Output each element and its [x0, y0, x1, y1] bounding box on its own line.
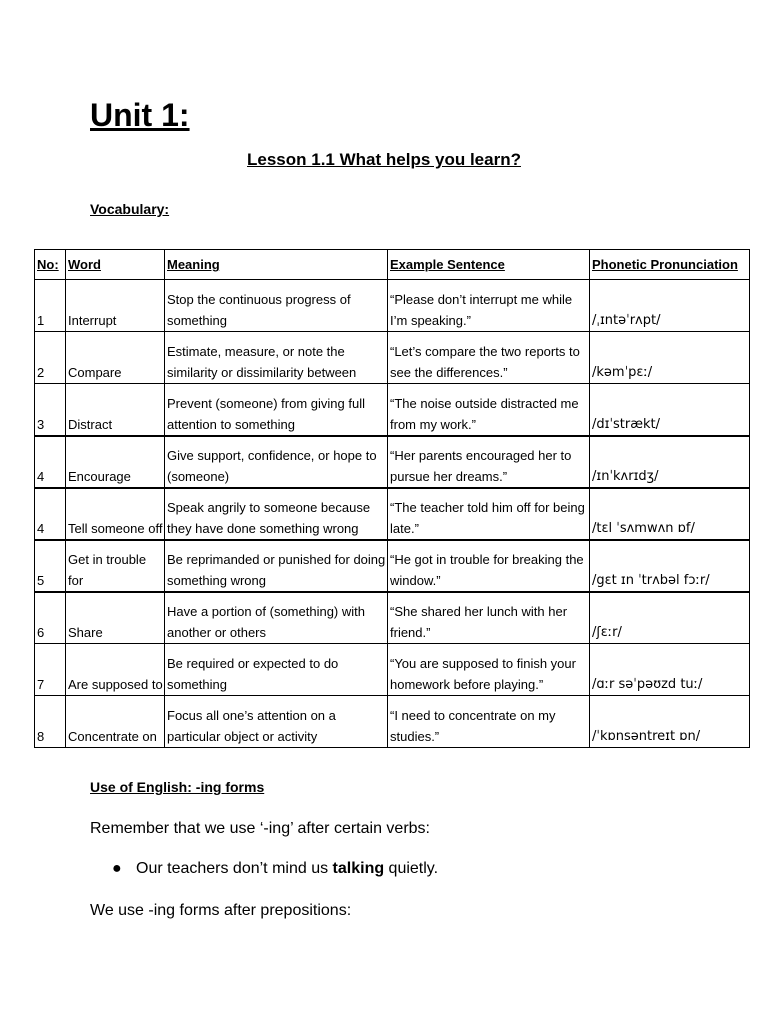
row-meaning: Stop the continuous progress of something: [165, 280, 388, 332]
intro-paragraph: Remember that we use ‘-ing’ after certain verbs:: [90, 820, 430, 837]
bullet-text-bold: talking: [332, 860, 385, 877]
row-example: “She shared her lunch with her friend.”: [388, 592, 590, 644]
row-meaning: Estimate, measure, or note the similarity or dissimilarity between: [165, 332, 388, 384]
table-row: [35, 696, 750, 748]
row-phonetic: /dɪˈstrækt/: [590, 384, 750, 436]
table-row: [35, 488, 750, 540]
row-phonetic: /ʃɛːr/: [590, 592, 750, 644]
header-meaning: Meaning: [165, 250, 388, 280]
row-meaning: Prevent (someone) from giving full attention to something: [165, 384, 388, 436]
row-number: 3: [35, 384, 66, 436]
row-word: Share: [66, 592, 165, 644]
row-number: 7: [35, 644, 66, 696]
table-row: [35, 384, 750, 436]
row-phonetic: /kəmˈpɛː/: [590, 332, 750, 384]
unit-title: Unit 1:: [90, 97, 190, 133]
row-word: Distract: [66, 384, 165, 436]
bullet-dot-icon: ●: [112, 860, 122, 877]
table-row: [35, 436, 750, 488]
vocabulary-table: [34, 249, 750, 748]
header-no: No:: [35, 250, 66, 280]
row-number: 1: [35, 280, 66, 332]
row-phonetic: /gɛt ɪn ˈtrʌbəl fɔːr/: [590, 540, 750, 592]
row-phonetic: /ɪnˈkʌrɪdʒ/: [590, 436, 750, 488]
row-number: 6: [35, 592, 66, 644]
row-number: 2: [35, 332, 66, 384]
row-meaning: Give support, confidence, or hope to (someone): [165, 436, 388, 488]
example-bullet: [112, 860, 438, 878]
row-word: Get in trouble for: [66, 540, 165, 592]
row-phonetic: /ɑːr səˈpəʊzd tuː/: [590, 644, 750, 696]
bullet-text-after: quietly.: [384, 860, 439, 877]
row-phonetic: /tɛl ˈsʌmwʌn ɒf/: [590, 488, 750, 540]
row-meaning: Speak angrily to someone because they have done something wrong: [165, 488, 388, 540]
header-phonetic-pronunciation: Phonetic Pronunciation: [590, 250, 750, 280]
row-phonetic: /ˈkɒnsəntreɪt ɒn/: [590, 696, 750, 748]
row-number: 8: [35, 696, 66, 748]
table-row: [35, 332, 750, 384]
row-number: 4: [35, 488, 66, 540]
table-row: [35, 644, 750, 696]
row-meaning: Be required or expected to do something: [165, 644, 388, 696]
lesson-title: Lesson 1.1 What helps you learn?: [247, 150, 521, 169]
row-example: “I need to concentrate on my studies.”: [388, 696, 590, 748]
row-word: Are supposed to: [66, 644, 165, 696]
table-row: [35, 540, 750, 592]
table-row: [35, 280, 750, 332]
row-meaning: Focus all one’s attention on a particular object or activity: [165, 696, 388, 748]
row-number: 5: [35, 540, 66, 592]
use-of-english-heading: Use of English: -ing forms: [90, 779, 265, 795]
row-meaning: Have a portion of (something) with another or others: [165, 592, 388, 644]
row-example: “You are supposed to finish your homework before playing.”: [388, 644, 590, 696]
row-example: “Let’s compare the two reports to see the differences.”: [388, 332, 590, 384]
bullet-text: [136, 860, 438, 878]
table-row: [35, 592, 750, 644]
row-number: 4: [35, 436, 66, 488]
row-example: “Please don’t interrupt me while I’m speaking.”: [388, 280, 590, 332]
row-word: Compare: [66, 332, 165, 384]
table-header-row: [35, 250, 750, 280]
row-word: Encourage: [66, 436, 165, 488]
bullet-text-before: Our teachers don’t mind us: [136, 860, 333, 877]
row-word: Interrupt: [66, 280, 165, 332]
row-word: Concentrate on: [66, 696, 165, 748]
vocabulary-heading: Vocabulary:: [90, 201, 170, 217]
row-example: “He got in trouble for breaking the window.”: [388, 540, 590, 592]
row-meaning: Be reprimanded or punished for doing something wrong: [165, 540, 388, 592]
row-example: “The noise outside distracted me from my work.”: [388, 384, 590, 436]
prepositions-paragraph: We use -ing forms after prepositions:: [90, 902, 352, 919]
row-example: “The teacher told him off for being late.”: [388, 488, 590, 540]
row-example: “Her parents encouraged her to pursue her dreams.”: [388, 436, 590, 488]
header-word: Word: [66, 250, 165, 280]
header-example-sentence: Example Sentence: [388, 250, 590, 280]
row-phonetic: /ˌɪntəˈrʌpt/: [590, 280, 750, 332]
row-word: Tell someone off: [66, 488, 165, 540]
